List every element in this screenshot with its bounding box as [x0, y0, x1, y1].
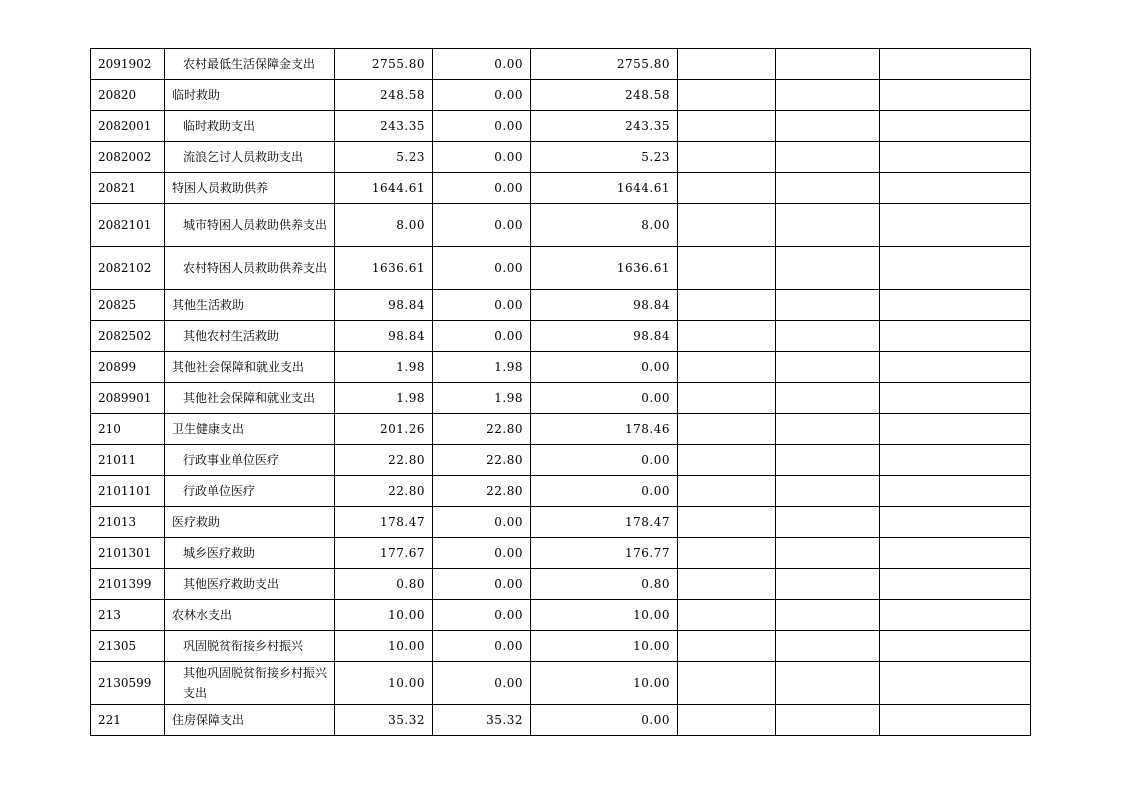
empty-cell [776, 290, 880, 321]
basic-expense-cell: 0.00 [433, 321, 531, 352]
subject-name-cell: 其他社会保障和就业支出 [165, 383, 335, 414]
basic-expense-cell: 0.00 [433, 600, 531, 631]
basic-expense-cell: 0.00 [433, 247, 531, 290]
empty-cell [776, 49, 880, 80]
total-amount-cell: 178.47 [335, 507, 433, 538]
total-amount-cell: 2755.80 [335, 49, 433, 80]
basic-expense-cell: 0.00 [433, 538, 531, 569]
basic-expense-cell: 0.00 [433, 142, 531, 173]
empty-cell [880, 705, 1031, 736]
subject-code-cell: 2091902 [91, 49, 165, 80]
subject-name-cell: 城乡医疗救助 [165, 538, 335, 569]
total-amount-cell: 98.84 [335, 290, 433, 321]
table-row [91, 49, 1031, 80]
empty-cell [880, 445, 1031, 476]
empty-cell [776, 173, 880, 204]
total-amount-cell: 1644.61 [335, 173, 433, 204]
basic-expense-cell: 22.80 [433, 445, 531, 476]
table-row [91, 507, 1031, 538]
project-expense-cell: 0.00 [531, 445, 678, 476]
total-amount-cell: 1636.61 [335, 247, 433, 290]
subject-name-cell: 农村特困人员救助供养支出 [165, 247, 335, 290]
empty-cell [880, 204, 1031, 247]
table-row [91, 383, 1031, 414]
basic-expense-cell: 0.00 [433, 204, 531, 247]
project-expense-cell: 248.58 [531, 80, 678, 111]
subject-name-cell: 住房保障支出 [165, 705, 335, 736]
project-expense-cell: 1644.61 [531, 173, 678, 204]
empty-cell [776, 352, 880, 383]
empty-cell [880, 507, 1031, 538]
empty-cell [880, 569, 1031, 600]
empty-cell [678, 142, 776, 173]
table-row [91, 705, 1031, 736]
empty-cell [678, 507, 776, 538]
empty-cell [678, 569, 776, 600]
project-expense-cell: 0.80 [531, 569, 678, 600]
table-row [91, 662, 1031, 705]
total-amount-cell: 0.80 [335, 569, 433, 600]
empty-cell [678, 49, 776, 80]
total-amount-cell: 10.00 [335, 600, 433, 631]
empty-cell [880, 383, 1031, 414]
empty-cell [880, 476, 1031, 507]
subject-code-cell: 21011 [91, 445, 165, 476]
subject-code-cell: 20825 [91, 290, 165, 321]
empty-cell [678, 476, 776, 507]
subject-name-cell: 临时救助 [165, 80, 335, 111]
basic-expense-cell: 22.80 [433, 476, 531, 507]
table-row [91, 173, 1031, 204]
table-row [91, 80, 1031, 111]
basic-expense-cell: 35.32 [433, 705, 531, 736]
subject-code-cell: 2082001 [91, 111, 165, 142]
basic-expense-cell: 0.00 [433, 80, 531, 111]
project-expense-cell: 243.35 [531, 111, 678, 142]
budget-table [90, 48, 1031, 736]
project-expense-cell: 178.46 [531, 414, 678, 445]
empty-cell [678, 173, 776, 204]
total-amount-cell: 248.58 [335, 80, 433, 111]
table-row [91, 445, 1031, 476]
project-expense-cell: 0.00 [531, 352, 678, 383]
empty-cell [776, 321, 880, 352]
project-expense-cell: 178.47 [531, 507, 678, 538]
empty-cell [678, 600, 776, 631]
empty-cell [880, 414, 1031, 445]
subject-code-cell: 2101301 [91, 538, 165, 569]
table-row [91, 569, 1031, 600]
empty-cell [678, 445, 776, 476]
basic-expense-cell: 0.00 [433, 111, 531, 142]
total-amount-cell: 22.80 [335, 445, 433, 476]
project-expense-cell: 8.00 [531, 204, 678, 247]
table-row [91, 111, 1031, 142]
project-expense-cell: 98.84 [531, 290, 678, 321]
empty-cell [880, 142, 1031, 173]
basic-expense-cell: 0.00 [433, 662, 531, 705]
subject-code-cell: 2101101 [91, 476, 165, 507]
empty-cell [776, 142, 880, 173]
empty-cell [880, 631, 1031, 662]
empty-cell [776, 247, 880, 290]
empty-cell [776, 111, 880, 142]
project-expense-cell: 0.00 [531, 383, 678, 414]
empty-cell [880, 662, 1031, 705]
total-amount-cell: 8.00 [335, 204, 433, 247]
total-amount-cell: 5.23 [335, 142, 433, 173]
subject-code-cell: 2130599 [91, 662, 165, 705]
subject-code-cell: 221 [91, 705, 165, 736]
empty-cell [678, 631, 776, 662]
empty-cell [880, 49, 1031, 80]
empty-cell [880, 600, 1031, 631]
subject-name-cell: 巩固脱贫衔接乡村振兴 [165, 631, 335, 662]
subject-code-cell: 21013 [91, 507, 165, 538]
subject-code-cell: 2089901 [91, 383, 165, 414]
empty-cell [776, 204, 880, 247]
empty-cell [776, 383, 880, 414]
empty-cell [678, 111, 776, 142]
total-amount-cell: 1.98 [335, 352, 433, 383]
basic-expense-cell: 0.00 [433, 173, 531, 204]
project-expense-cell: 0.00 [531, 476, 678, 507]
subject-code-cell: 20820 [91, 80, 165, 111]
total-amount-cell: 22.80 [335, 476, 433, 507]
empty-cell [776, 414, 880, 445]
total-amount-cell: 243.35 [335, 111, 433, 142]
table-row [91, 142, 1031, 173]
subject-name-cell: 农林水支出 [165, 600, 335, 631]
table-row [91, 204, 1031, 247]
table-row [91, 290, 1031, 321]
total-amount-cell: 177.67 [335, 538, 433, 569]
basic-expense-cell: 0.00 [433, 507, 531, 538]
basic-expense-cell: 0.00 [433, 290, 531, 321]
empty-cell [678, 321, 776, 352]
project-expense-cell: 98.84 [531, 321, 678, 352]
basic-expense-cell: 0.00 [433, 569, 531, 600]
subject-name-cell: 城市特困人员救助供养支出 [165, 204, 335, 247]
subject-code-cell: 20899 [91, 352, 165, 383]
empty-cell [880, 80, 1031, 111]
empty-cell [880, 352, 1031, 383]
table-row [91, 600, 1031, 631]
table-row [91, 538, 1031, 569]
subject-name-cell: 其他医疗救助支出 [165, 569, 335, 600]
subject-code-cell: 213 [91, 600, 165, 631]
project-expense-cell: 5.23 [531, 142, 678, 173]
subject-code-cell: 2101399 [91, 569, 165, 600]
project-expense-cell: 176.77 [531, 538, 678, 569]
empty-cell [880, 173, 1031, 204]
empty-cell [678, 204, 776, 247]
subject-name-cell: 其他巩固脱贫衔接乡村振兴支出 [165, 662, 335, 705]
table-row [91, 414, 1031, 445]
subject-name-cell: 农村最低生活保障金支出 [165, 49, 335, 80]
table-row [91, 352, 1031, 383]
subject-name-cell: 特困人员救助供养 [165, 173, 335, 204]
subject-code-cell: 210 [91, 414, 165, 445]
subject-code-cell: 2082502 [91, 321, 165, 352]
empty-cell [678, 414, 776, 445]
empty-cell [776, 476, 880, 507]
subject-name-cell: 临时救助支出 [165, 111, 335, 142]
empty-cell [776, 600, 880, 631]
project-expense-cell: 10.00 [531, 600, 678, 631]
total-amount-cell: 98.84 [335, 321, 433, 352]
project-expense-cell: 2755.80 [531, 49, 678, 80]
project-expense-cell: 1636.61 [531, 247, 678, 290]
table-row [91, 321, 1031, 352]
subject-name-cell: 其他社会保障和就业支出 [165, 352, 335, 383]
subject-code-cell: 2082101 [91, 204, 165, 247]
subject-code-cell: 2082102 [91, 247, 165, 290]
table-row [91, 247, 1031, 290]
empty-cell [880, 247, 1031, 290]
table-row [91, 476, 1031, 507]
total-amount-cell: 1.98 [335, 383, 433, 414]
total-amount-cell: 10.00 [335, 662, 433, 705]
empty-cell [776, 507, 880, 538]
empty-cell [678, 247, 776, 290]
subject-name-cell: 流浪乞讨人员救助支出 [165, 142, 335, 173]
empty-cell [776, 445, 880, 476]
total-amount-cell: 201.26 [335, 414, 433, 445]
basic-expense-cell: 22.80 [433, 414, 531, 445]
total-amount-cell: 35.32 [335, 705, 433, 736]
subject-code-cell: 2082002 [91, 142, 165, 173]
empty-cell [776, 538, 880, 569]
empty-cell [678, 538, 776, 569]
subject-name-cell: 其他农村生活救助 [165, 321, 335, 352]
empty-cell [678, 290, 776, 321]
subject-name-cell: 行政事业单位医疗 [165, 445, 335, 476]
basic-expense-cell: 0.00 [433, 631, 531, 662]
subject-code-cell: 20821 [91, 173, 165, 204]
table-body [91, 49, 1031, 736]
empty-cell [776, 569, 880, 600]
table-row [91, 631, 1031, 662]
subject-code-cell: 21305 [91, 631, 165, 662]
basic-expense-cell: 1.98 [433, 383, 531, 414]
empty-cell [678, 352, 776, 383]
subject-name-cell: 医疗救助 [165, 507, 335, 538]
empty-cell [776, 631, 880, 662]
empty-cell [776, 662, 880, 705]
subject-name-cell: 其他生活救助 [165, 290, 335, 321]
empty-cell [678, 705, 776, 736]
empty-cell [678, 80, 776, 111]
basic-expense-cell: 1.98 [433, 352, 531, 383]
empty-cell [776, 705, 880, 736]
basic-expense-cell: 0.00 [433, 49, 531, 80]
empty-cell [678, 662, 776, 705]
empty-cell [880, 321, 1031, 352]
subject-name-cell: 行政单位医疗 [165, 476, 335, 507]
project-expense-cell: 10.00 [531, 631, 678, 662]
project-expense-cell: 10.00 [531, 662, 678, 705]
total-amount-cell: 10.00 [335, 631, 433, 662]
empty-cell [678, 383, 776, 414]
empty-cell [880, 538, 1031, 569]
project-expense-cell: 0.00 [531, 705, 678, 736]
subject-name-cell: 卫生健康支出 [165, 414, 335, 445]
empty-cell [880, 290, 1031, 321]
empty-cell [776, 80, 880, 111]
empty-cell [880, 111, 1031, 142]
